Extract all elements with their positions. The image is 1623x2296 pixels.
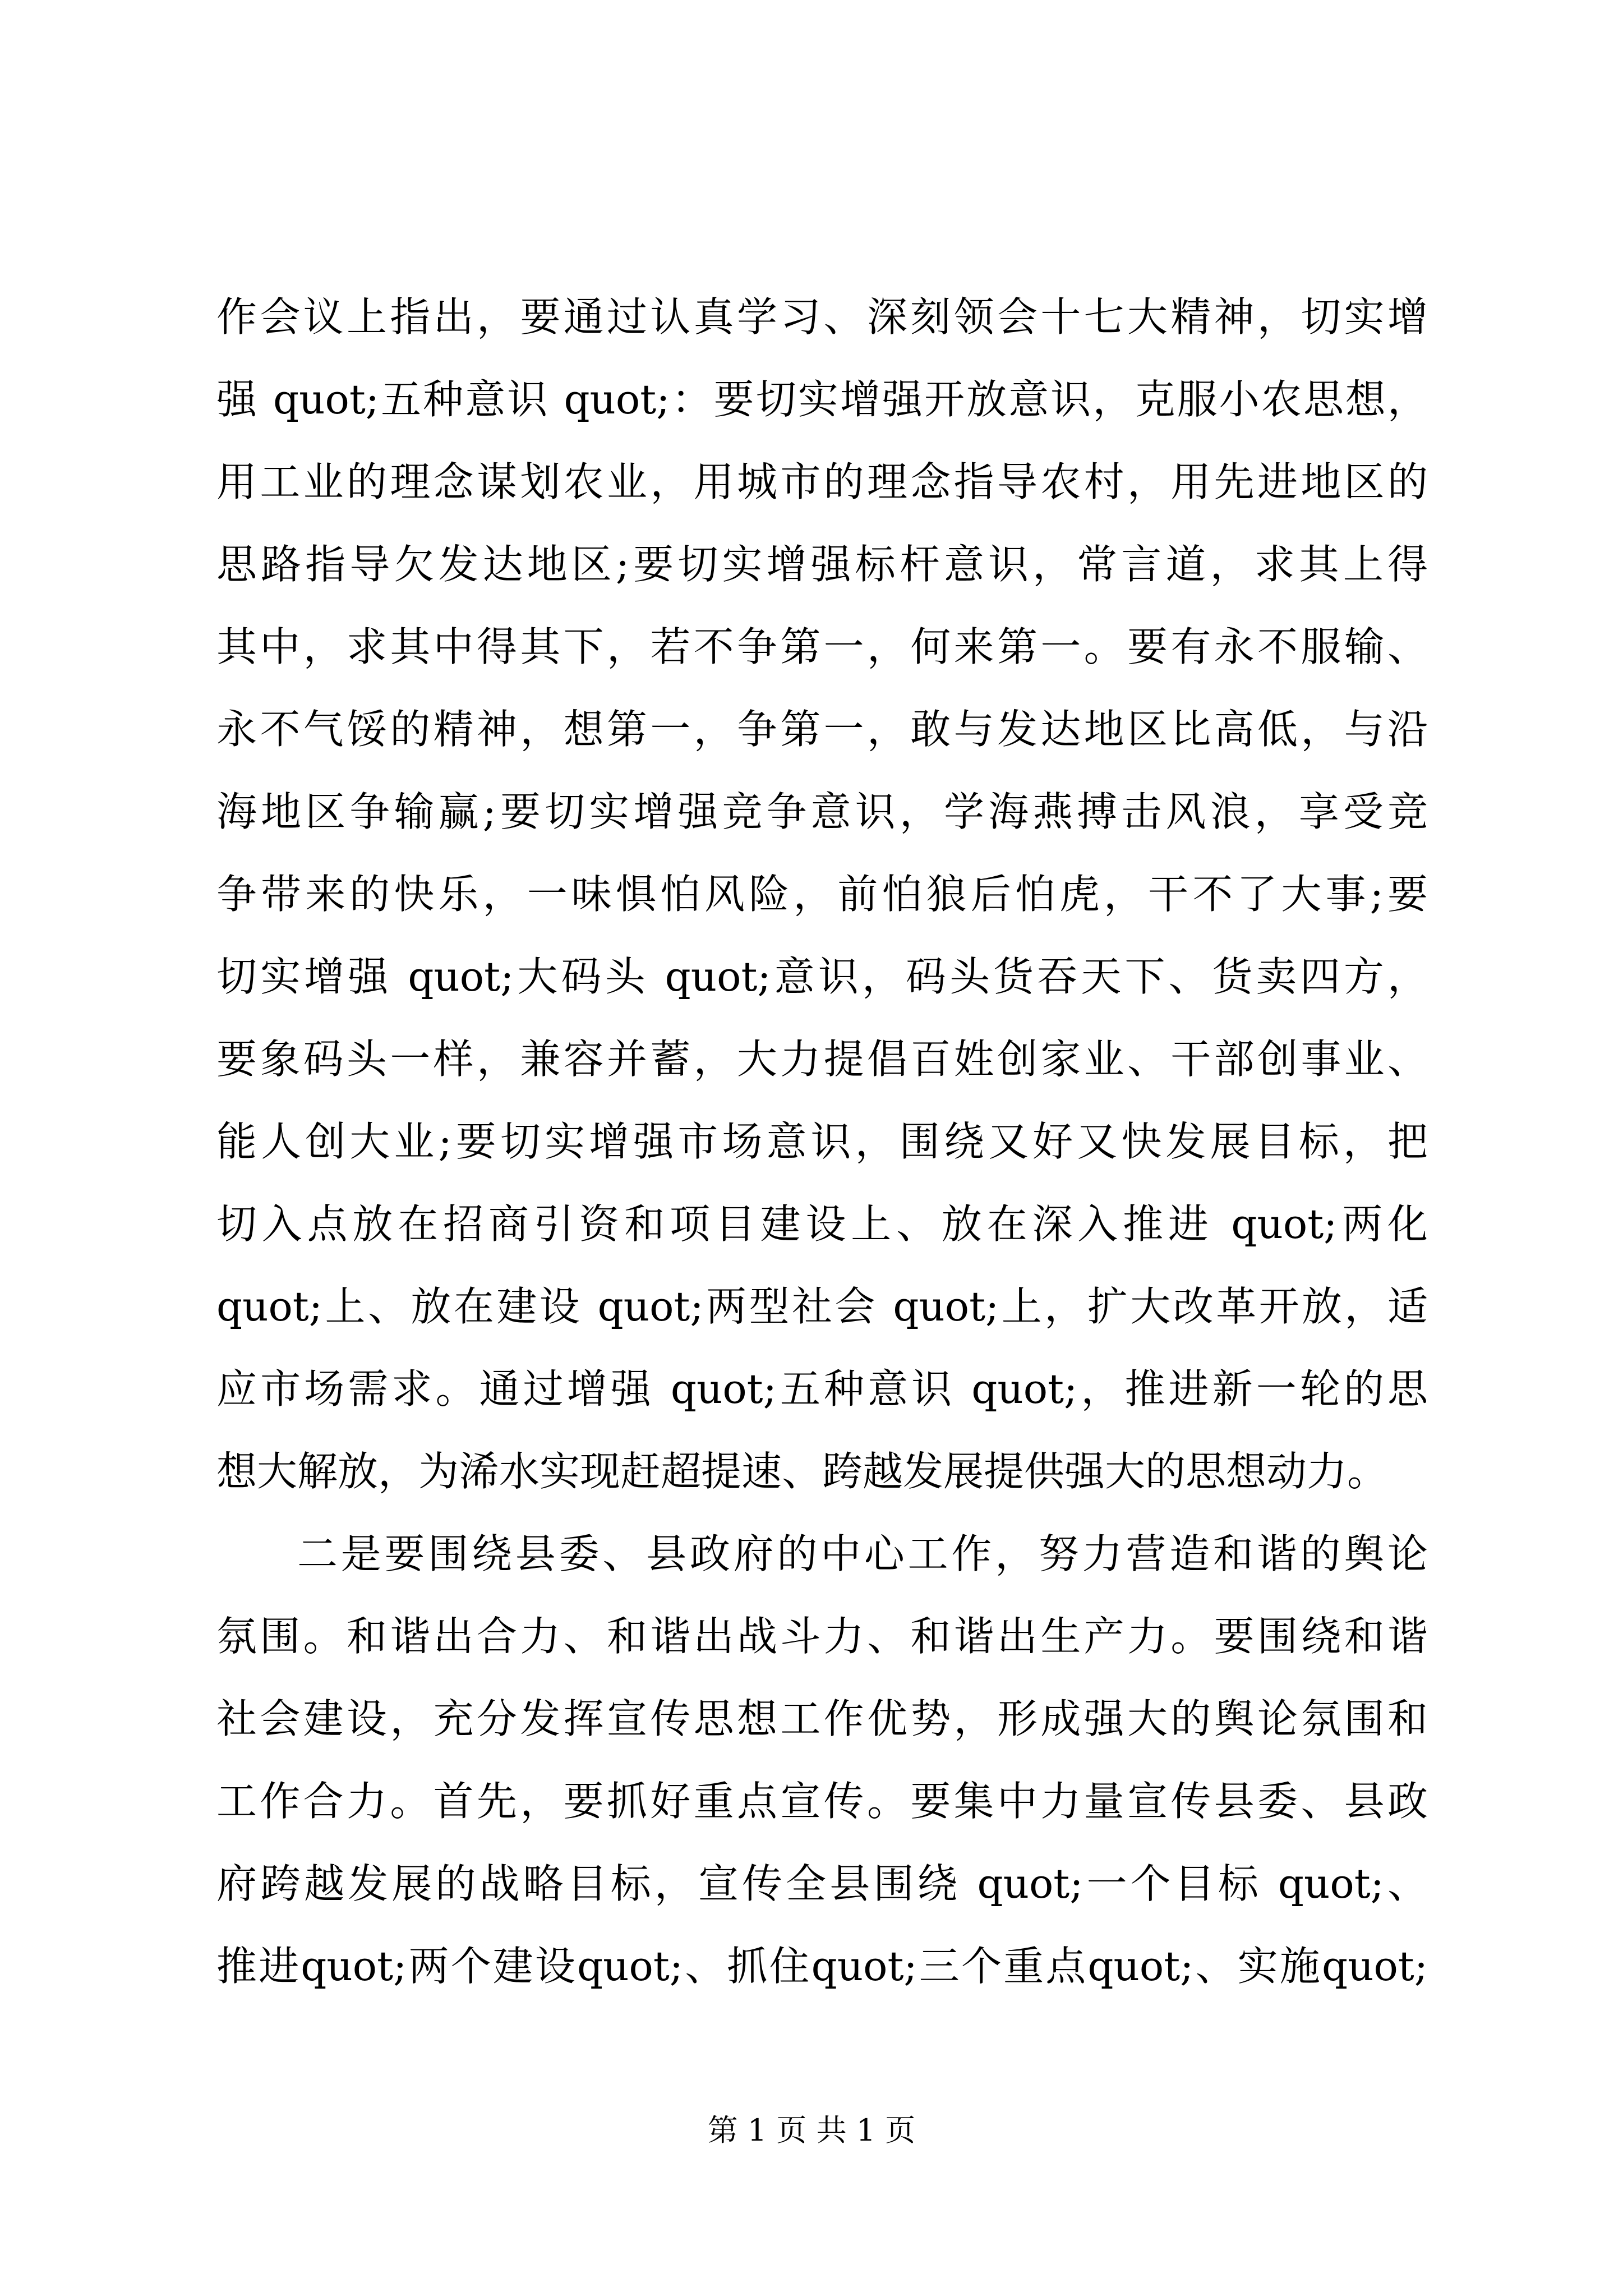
text-line: 思路指导欠发达地区;要切实增强标杆意识，常言道，求其上得 (216, 541, 1428, 588)
text-line: 用工业的理念谋划农业，用城市的理念指导农村，用先进地区的 (216, 458, 1428, 505)
text-line: 二是要围绕县委、县政府的中心工作，努力营造和谐的舆论 (297, 1530, 1428, 1577)
page-number-footer: 第 1 页 共 1 页 (707, 2113, 916, 2148)
text-line: 作会议上指出，要通过认真学习、深刻领会十七大精神，切实增 (216, 293, 1428, 341)
text-line: 永不气馁的精神，想第一，争第一，敢与发达地区比高低，与沿 (216, 706, 1428, 753)
text-line: 争带来的快乐，一味惧怕风险，前怕狼后怕虎，干不了大事;要 (216, 871, 1428, 918)
text-line: 氛围。和谐出合力、和谐出战斗力、和谐出生产力。要围绕和谐 (216, 1613, 1428, 1660)
text-line: 工作合力。首先，要抓好重点宣传。要集中力量宣传县委、县政 (216, 1778, 1428, 1825)
paragraph-1 (216, 276, 1428, 1513)
paragraph-2 (216, 1513, 1428, 2008)
text-line: 社会建设，充分发挥宣传思想工作优势，形成强大的舆论氛围和 (216, 1695, 1428, 1742)
text-line: 切实增强 quot;大码头 quot;意识，码头货吞天下、货卖四方， (216, 953, 1428, 1000)
text-line: 其中，求其中得其下，若不争第一，何来第一。要有永不服输、 (216, 623, 1428, 670)
text-line: 强 quot;五种意识 quot;：要切实增强开放意识，克服小农思想， (216, 376, 1428, 423)
text-line: quot;上、放在建设 quot;两型社会 quot;上，扩大改革开放，适 (216, 1283, 1428, 1330)
text-line: 应市场需求。通过增强 quot;五种意识 quot;，推进新一轮的思 (216, 1365, 1428, 1412)
text-line: 府跨越发展的战略目标，宣传全县围绕 quot;一个目标 quot;、 (216, 1860, 1428, 1907)
text-line: 要象码头一样，兼容并蓄，大力提倡百姓创家业、干部创事业、 (216, 1036, 1428, 1083)
text-line: 海地区争输赢;要切实增强竞争意识，学海燕搏击风浪，享受竞 (216, 788, 1428, 835)
text-line: 切入点放在招商引资和项目建设上、放在深入推进 quot;两化 (216, 1200, 1428, 1248)
text-line: 推进quot;两个建设quot;、抓住quot;三个重点quot;、实施quot; (216, 1943, 1428, 1990)
text-line: 能人创大业;要切实增强市场意识，围绕又好又快发展目标，把 (216, 1118, 1428, 1165)
document-body (216, 276, 1428, 2008)
text-line: 想大解放，为浠水实现赶超提速、跨越发展提供强大的思想动力。 (216, 1448, 1388, 1495)
